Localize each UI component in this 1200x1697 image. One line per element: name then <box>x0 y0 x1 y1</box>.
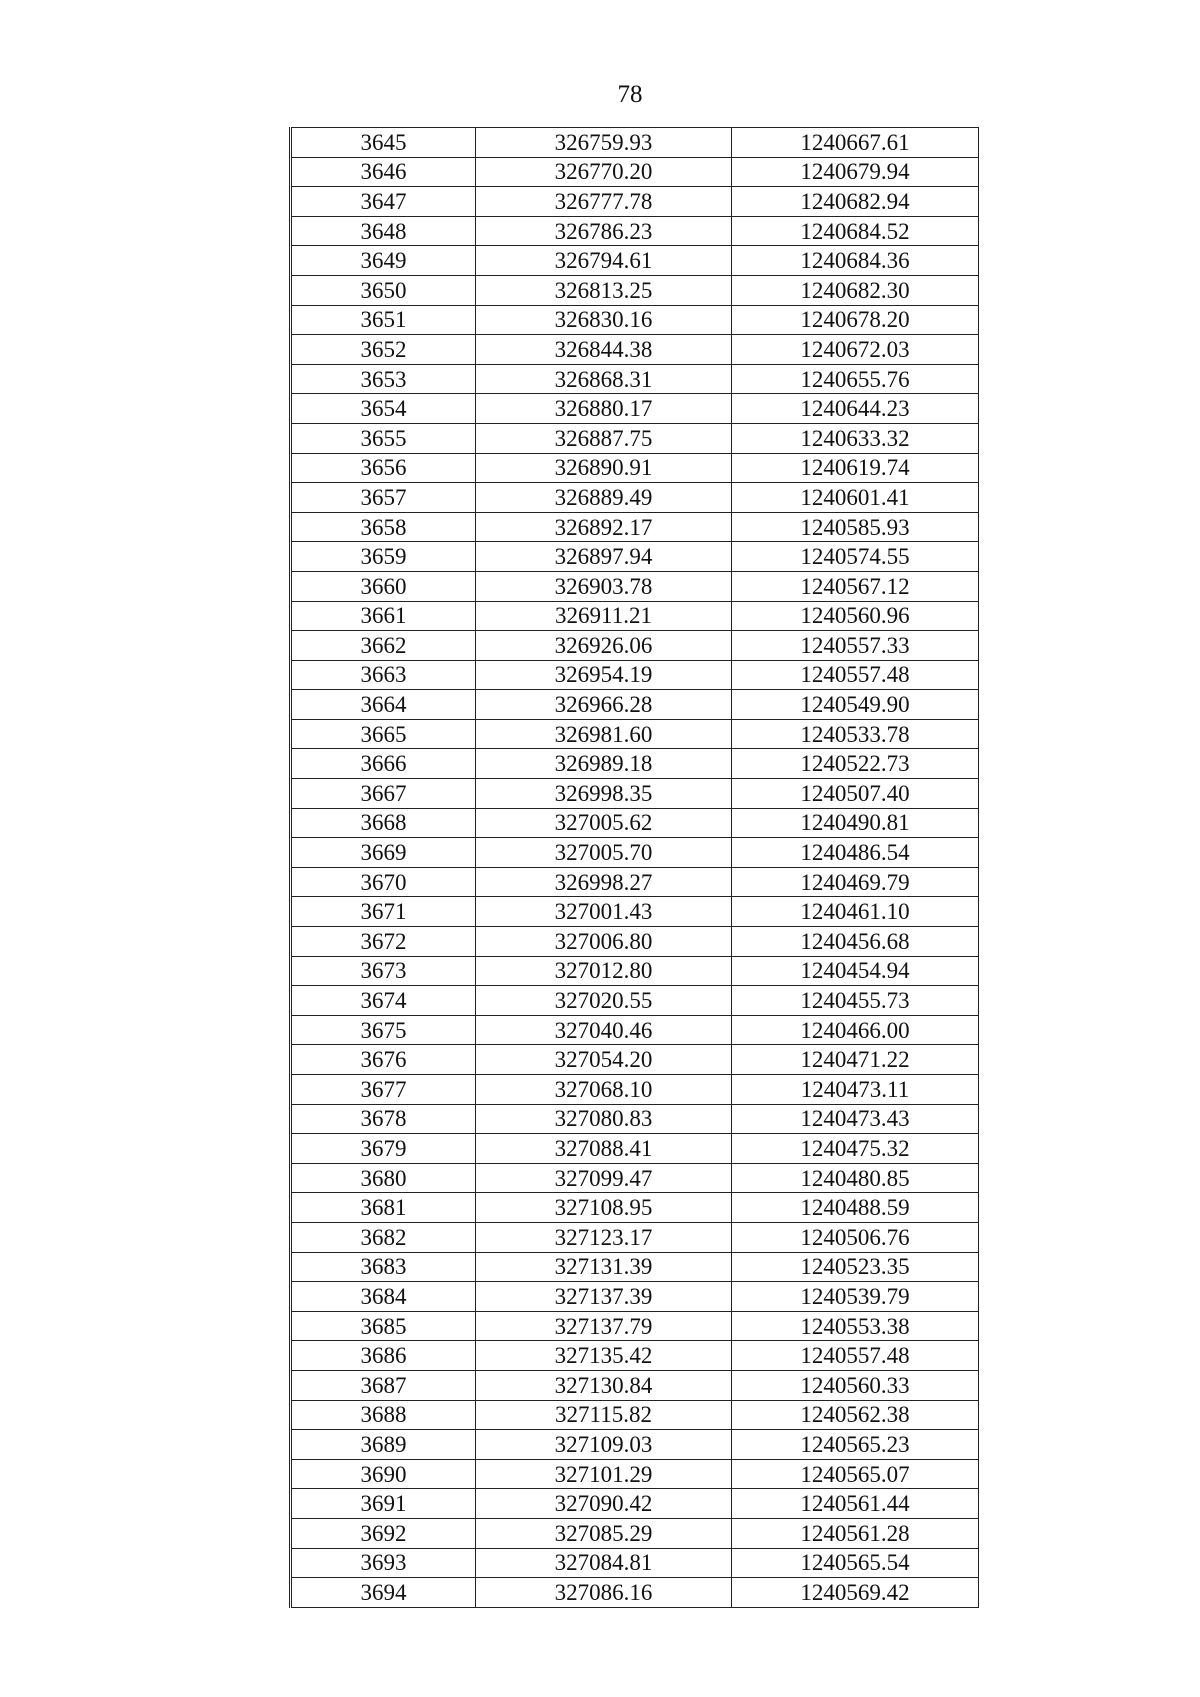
y-coordinate-cell: 1240678.20 <box>732 305 979 335</box>
y-coordinate-cell: 1240565.07 <box>732 1459 979 1489</box>
x-coordinate-cell: 326989.18 <box>476 749 732 779</box>
point-number-cell: 3670 <box>291 867 476 897</box>
point-number-cell: 3645 <box>291 128 476 158</box>
point-number-cell: 3689 <box>291 1430 476 1460</box>
point-number-cell: 3687 <box>291 1370 476 1400</box>
point-number-cell: 3652 <box>291 335 476 365</box>
point-number-cell: 3660 <box>291 571 476 601</box>
table-row <box>291 660 979 690</box>
x-coordinate-cell: 326887.75 <box>476 423 732 453</box>
table-row <box>291 1075 979 1105</box>
point-number-cell: 3685 <box>291 1311 476 1341</box>
y-coordinate-cell: 1240567.12 <box>732 571 979 601</box>
table-row <box>291 808 979 838</box>
table-row <box>291 749 979 779</box>
y-coordinate-cell: 1240473.43 <box>732 1104 979 1134</box>
x-coordinate-cell: 327131.39 <box>476 1252 732 1282</box>
x-coordinate-cell: 327001.43 <box>476 897 732 927</box>
point-number-cell: 3663 <box>291 660 476 690</box>
x-coordinate-cell: 327123.17 <box>476 1222 732 1252</box>
x-coordinate-cell: 326998.27 <box>476 867 732 897</box>
x-coordinate-cell: 327135.42 <box>476 1341 732 1371</box>
point-number-cell: 3690 <box>291 1459 476 1489</box>
x-coordinate-cell: 327137.39 <box>476 1282 732 1312</box>
point-number-cell: 3691 <box>291 1489 476 1519</box>
table-row <box>291 1045 979 1075</box>
y-coordinate-cell: 1240523.35 <box>732 1252 979 1282</box>
point-number-cell: 3675 <box>291 1015 476 1045</box>
y-coordinate-cell: 1240633.32 <box>732 423 979 453</box>
y-coordinate-cell: 1240562.38 <box>732 1400 979 1430</box>
table-row <box>291 187 979 217</box>
x-coordinate-cell: 326794.61 <box>476 246 732 276</box>
y-coordinate-cell: 1240644.23 <box>732 394 979 424</box>
x-coordinate-cell: 326903.78 <box>476 571 732 601</box>
table-row <box>291 1400 979 1430</box>
table-row <box>291 246 979 276</box>
y-coordinate-cell: 1240471.22 <box>732 1045 979 1075</box>
table-row <box>291 927 979 957</box>
point-number-cell: 3647 <box>291 187 476 217</box>
table-row <box>291 956 979 986</box>
x-coordinate-cell: 326966.28 <box>476 690 732 720</box>
table-row <box>291 1459 979 1489</box>
point-number-cell: 3682 <box>291 1222 476 1252</box>
y-coordinate-cell: 1240601.41 <box>732 483 979 513</box>
table-row <box>291 483 979 513</box>
table-row <box>291 1252 979 1282</box>
point-number-cell: 3649 <box>291 246 476 276</box>
y-coordinate-cell: 1240539.79 <box>732 1282 979 1312</box>
y-coordinate-cell: 1240506.76 <box>732 1222 979 1252</box>
y-coordinate-cell: 1240549.90 <box>732 690 979 720</box>
table-row <box>291 1518 979 1548</box>
point-number-cell: 3679 <box>291 1134 476 1164</box>
x-coordinate-cell: 327115.82 <box>476 1400 732 1430</box>
point-number-cell: 3650 <box>291 275 476 305</box>
y-coordinate-cell: 1240557.48 <box>732 660 979 690</box>
y-coordinate-cell: 1240473.11 <box>732 1075 979 1105</box>
point-number-cell: 3672 <box>291 927 476 957</box>
y-coordinate-cell: 1240488.59 <box>732 1193 979 1223</box>
table-row <box>291 1134 979 1164</box>
point-number-cell: 3656 <box>291 453 476 483</box>
x-coordinate-cell: 327085.29 <box>476 1518 732 1548</box>
x-coordinate-cell: 326844.38 <box>476 335 732 365</box>
x-coordinate-cell: 327130.84 <box>476 1370 732 1400</box>
x-coordinate-cell: 326926.06 <box>476 631 732 661</box>
point-number-cell: 3668 <box>291 808 476 838</box>
table-row <box>291 1015 979 1045</box>
x-coordinate-cell: 327109.03 <box>476 1430 732 1460</box>
point-number-cell: 3653 <box>291 364 476 394</box>
table-row <box>291 601 979 631</box>
coordinates-table <box>289 127 979 1608</box>
table-row <box>291 779 979 809</box>
x-coordinate-cell: 327020.55 <box>476 986 732 1016</box>
x-coordinate-cell: 326889.49 <box>476 483 732 513</box>
x-coordinate-cell: 326954.19 <box>476 660 732 690</box>
y-coordinate-cell: 1240456.68 <box>732 927 979 957</box>
y-coordinate-cell: 1240553.38 <box>732 1311 979 1341</box>
point-number-cell: 3677 <box>291 1075 476 1105</box>
y-coordinate-cell: 1240466.00 <box>732 1015 979 1045</box>
table-row <box>291 1222 979 1252</box>
point-number-cell: 3666 <box>291 749 476 779</box>
point-number-cell: 3669 <box>291 838 476 868</box>
x-coordinate-cell: 327005.62 <box>476 808 732 838</box>
point-number-cell: 3657 <box>291 483 476 513</box>
point-number-cell: 3655 <box>291 423 476 453</box>
point-number-cell: 3654 <box>291 394 476 424</box>
point-number-cell: 3662 <box>291 631 476 661</box>
y-coordinate-cell: 1240560.33 <box>732 1370 979 1400</box>
x-coordinate-cell: 326868.31 <box>476 364 732 394</box>
x-coordinate-cell: 326890.91 <box>476 453 732 483</box>
table-row <box>291 394 979 424</box>
point-number-cell: 3661 <box>291 601 476 631</box>
y-coordinate-cell: 1240455.73 <box>732 986 979 1016</box>
x-coordinate-cell: 326911.21 <box>476 601 732 631</box>
y-coordinate-cell: 1240569.42 <box>800 1579 910 1605</box>
x-coordinate-cell: 326880.17 <box>476 394 732 424</box>
point-number-cell: 3686 <box>291 1341 476 1371</box>
point-number-cell: 3674 <box>291 986 476 1016</box>
point-number-cell: 3676 <box>291 1045 476 1075</box>
table-row <box>291 690 979 720</box>
point-number-cell: 3648 <box>291 216 476 246</box>
x-coordinate-cell: 326813.25 <box>476 275 732 305</box>
table-row <box>291 1489 979 1519</box>
y-coordinate-cell: 1240561.28 <box>732 1518 979 1548</box>
table-row <box>291 719 979 749</box>
point-number-cell: 3694 <box>291 1578 476 1608</box>
x-coordinate-cell: 327101.29 <box>476 1459 732 1489</box>
y-coordinate-cell: 1240667.61 <box>732 128 979 158</box>
table-row <box>291 571 979 601</box>
point-number-cell: 3693 <box>291 1548 476 1578</box>
point-number-cell: 3664 <box>291 690 476 720</box>
x-coordinate-cell: 327006.80 <box>476 927 732 957</box>
table-row <box>291 512 979 542</box>
x-coordinate-cell: 327040.46 <box>476 1015 732 1045</box>
y-coordinate-cell: 1240682.94 <box>732 187 979 217</box>
y-coordinate-cell: 1240655.76 <box>732 364 979 394</box>
y-coordinate-cell: 1240682.30 <box>732 275 979 305</box>
table-row <box>291 986 979 1016</box>
table-row <box>291 631 979 661</box>
y-coordinate-cell: 1240574.55 <box>732 542 979 572</box>
table-row <box>291 1548 979 1578</box>
x-coordinate-cell: 327086.16 <box>476 1578 732 1608</box>
coordinates-table-body <box>291 128 979 1608</box>
x-coordinate-cell: 327090.42 <box>476 1489 732 1519</box>
y-coordinate-cell: 1240672.03 <box>732 335 979 365</box>
table-row <box>291 542 979 572</box>
y-coordinate-cell: 1240557.48 <box>732 1341 979 1371</box>
x-coordinate-cell: 326786.23 <box>476 216 732 246</box>
table-row <box>291 305 979 335</box>
table-row <box>291 1311 979 1341</box>
x-coordinate-cell: 327080.83 <box>476 1104 732 1134</box>
point-number-cell: 3680 <box>291 1163 476 1193</box>
y-coordinate-cell: 1240469.79 <box>732 867 979 897</box>
x-coordinate-cell: 326770.20 <box>476 157 732 187</box>
y-coordinate-cell: 1240565.23 <box>732 1430 979 1460</box>
y-coordinate-cell: 1240461.10 <box>732 897 979 927</box>
y-coordinate-cell: 1240480.85 <box>732 1163 979 1193</box>
y-coordinate-cell: 1240475.32 <box>732 1134 979 1164</box>
x-coordinate-cell: 326892.17 <box>476 512 732 542</box>
point-number-cell: 3683 <box>291 1252 476 1282</box>
table-row <box>291 275 979 305</box>
table-row <box>291 216 979 246</box>
page-number: 78 <box>617 81 643 108</box>
x-coordinate-cell: 327099.47 <box>476 1163 732 1193</box>
y-coordinate-cell: 1240565.54 <box>732 1548 979 1578</box>
x-coordinate-cell: 327005.70 <box>476 838 732 868</box>
y-coordinate-cell: 1240684.36 <box>732 246 979 276</box>
x-coordinate-cell: 327084.81 <box>476 1548 732 1578</box>
point-number-cell: 3692 <box>291 1518 476 1548</box>
y-coordinate-cell: 1240454.94 <box>732 956 979 986</box>
table-row <box>291 335 979 365</box>
point-number-cell: 3671 <box>291 897 476 927</box>
y-coordinate-cell: 1240684.52 <box>732 216 979 246</box>
y-coordinate-cell: 1240585.93 <box>732 512 979 542</box>
x-coordinate-cell: 326998.35 <box>476 779 732 809</box>
table-row <box>291 867 979 897</box>
x-coordinate-cell: 326897.94 <box>476 542 732 572</box>
y-coordinate-cell: 1240533.78 <box>732 719 979 749</box>
y-coordinate-cell: 1240557.33 <box>732 631 979 661</box>
y-coordinate-cell: 1240507.40 <box>732 779 979 809</box>
table-row <box>291 1104 979 1134</box>
x-coordinate-cell: 327054.20 <box>476 1045 732 1075</box>
point-number-cell: 3667 <box>291 779 476 809</box>
point-number-cell: 3678 <box>291 1104 476 1134</box>
table-row <box>291 423 979 453</box>
table-row <box>291 1370 979 1400</box>
x-coordinate-cell: 327012.80 <box>476 956 732 986</box>
y-coordinate-cell: 1240679.94 <box>732 157 979 187</box>
table-row <box>291 838 979 868</box>
x-coordinate-cell: 327088.41 <box>476 1134 732 1164</box>
table-row <box>291 1341 979 1371</box>
table-row <box>291 364 979 394</box>
x-coordinate-cell: 327108.95 <box>476 1193 732 1223</box>
y-coordinate-cell: 1240560.96 <box>732 601 979 631</box>
point-number-cell: 3673 <box>291 956 476 986</box>
point-number-cell: 3665 <box>291 719 476 749</box>
y-coordinate-cell: 1240490.81 <box>732 808 979 838</box>
point-number-cell: 3681 <box>291 1193 476 1223</box>
table-row <box>291 157 979 187</box>
point-number-cell: 3658 <box>291 512 476 542</box>
point-number-cell: 3651 <box>291 305 476 335</box>
x-coordinate-cell: 326777.78 <box>476 187 732 217</box>
point-number-cell: 3659 <box>291 542 476 572</box>
y-coordinate-cell: 1240486.54 <box>732 838 979 868</box>
x-coordinate-cell: 327137.79 <box>476 1311 732 1341</box>
x-coordinate-cell: 327068.10 <box>476 1075 732 1105</box>
table-row <box>291 1193 979 1223</box>
x-coordinate-cell: 326830.16 <box>476 305 732 335</box>
table-row <box>291 897 979 927</box>
table-row <box>291 1430 979 1460</box>
point-number-cell: 3646 <box>291 157 476 187</box>
table-row <box>291 1163 979 1193</box>
table-row <box>291 128 979 158</box>
point-number-cell: 3688 <box>291 1400 476 1430</box>
y-coordinate-cell: 1240619.74 <box>732 453 979 483</box>
x-coordinate-cell: 326759.93 <box>476 128 732 158</box>
y-coordinate-cell: 1240522.73 <box>732 749 979 779</box>
table-row <box>291 1578 979 1608</box>
point-number-cell: 3684 <box>291 1282 476 1312</box>
table-row <box>291 453 979 483</box>
y-coordinate-cell: 1240561.44 <box>732 1489 979 1519</box>
x-coordinate-cell: 326981.60 <box>476 719 732 749</box>
table-row <box>291 1282 979 1312</box>
